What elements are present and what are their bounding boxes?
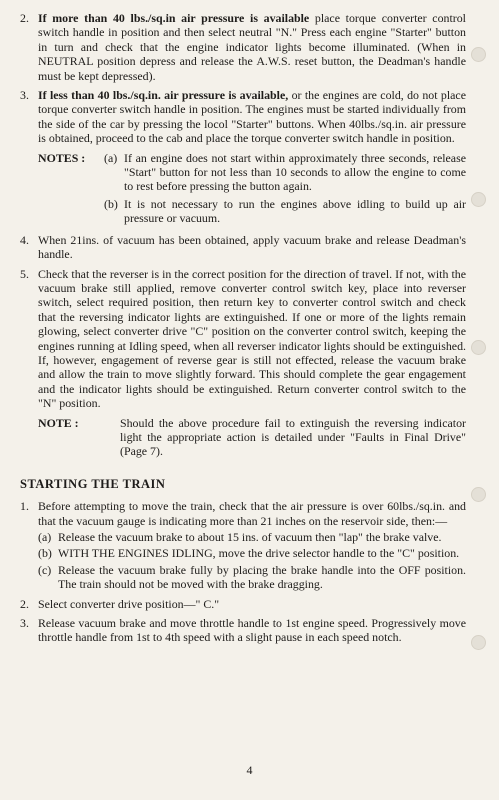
item-bold-lead: If less than 40 lbs./sq.in. air pressure is available, (38, 88, 289, 103)
sub-text: Release the vacuum brake to about 15 ins. of vacuum then "lap" the brake valve. (58, 530, 442, 544)
sub-letter: (b) (38, 546, 52, 561)
note-letter: (a) (104, 150, 118, 165)
binder-hole (471, 487, 486, 502)
notes-label: NOTES : (38, 150, 86, 165)
note-letter: (b) (104, 196, 118, 211)
binder-hole (471, 192, 486, 207)
item-text (38, 11, 466, 83)
list-item (20, 267, 466, 411)
sub-letter: (c) (38, 562, 52, 577)
sub-item (38, 546, 466, 560)
list-item (20, 88, 466, 146)
sub-letter: (a) (38, 530, 52, 544)
note-entry (104, 197, 466, 226)
item-bold-lead: If more than 40 lbs./sq.in air pressure is available (38, 11, 310, 25)
item-text: When 21ins. of vacuum has been obtained, apply vacuum brake and release Deadman's handle. (38, 232, 466, 262)
note-entry (104, 151, 466, 194)
page-content (20, 11, 466, 650)
sub-item (38, 563, 466, 592)
section-title: STARTING THE TRAIN (20, 476, 166, 491)
notes-block (38, 151, 466, 229)
list-item (20, 11, 466, 83)
item-number: 3. (20, 616, 29, 631)
item-text: Release vacuum brake and move throttle handle to 1st engine speed. Progressively move throttle handle from 1st to 4th speed with a slight pause in each speed notch. (38, 616, 466, 645)
sub-item (38, 530, 466, 544)
sub-text: Release the vacuum brake fully by placing the brake handle into the OFF position. The train should not be moved with the brake dragging. (58, 562, 466, 592)
item-number: 1. (20, 499, 29, 514)
page-number: 4 (246, 763, 253, 777)
list-item (20, 597, 466, 611)
item-number: 4. (20, 232, 29, 247)
item-number: 2. (20, 596, 29, 611)
item-text: Select converter drive position—" C." (38, 596, 220, 611)
note-text: It is not necessary to run the engines above idling to build up air pressure or vacuum. (124, 196, 466, 226)
note-label: NOTE : (38, 415, 79, 430)
note-text: Should the above procedure fail to extinguish the reversing indicator light the appropriate action is detailed under "Faults in Final Drive" (Page 7). (120, 415, 466, 459)
item-body: place torque converter control switch handle in position and then select neutral "N." Press each engine "Starter" button in turn and check that the engine indicator lights become illuminated. (When in NEUTRAL position depress and release the A.W.S. reset button, the Deadman's handle must be kept depressed). (38, 11, 466, 83)
item-number: 5. (20, 266, 29, 281)
binder-hole (471, 635, 486, 650)
list-item (20, 616, 466, 645)
note-block (38, 416, 466, 459)
item-body: or the engines are cold, do not place torque converter switch handle in position. The engines must be started individually from the side of the car by pressing the locol "Starter" buttons. When 40lbs./sq.in. air pressure is obtained, proceed to the cab and place the torque converter switch handle in position. (38, 88, 466, 146)
list-item (20, 499, 466, 528)
item-text: Check that the reverser is in the correct position for the direction of travel. If not, with the vacuum brake still applied, remove converter control switch key, place into reverser switch, select required position, then return key to converter control switch and check that the reversing indicator lights are extinguished. If one or more of the lights remain glowing, select converter drive "C" position on the converter control switch, keeping the engines running at Idling speed, when all reverser indicator lights should be extinguished. If, however, engagement of reverse gear is still not effected, release the vacuum brake and allow the train to move slightly forward. This should complete the gear engagement and the indicator lights should be extinguished. Return converter control switch to the "N" position. (38, 266, 466, 411)
sub-text: WITH THE ENGINES IDLING, move the drive selector handle to the "C" position. (58, 546, 460, 561)
binder-hole (471, 47, 486, 62)
item-text: Before attempting to move the train, check that the air pressure is over 60lbs./sq.in. and that the vacuum gauge is indicating more than 21 inches on the reservoir side, then:— (38, 499, 466, 528)
starting-train-list (20, 499, 466, 645)
item-number: 3. (20, 88, 29, 103)
item-number: 2. (20, 11, 29, 25)
binder-hole (471, 340, 486, 355)
note-text: If an engine does not start within approximately three seconds, release "Start" button for not less than 10 seconds to allow the engine to come to rest before pressing the button again. (124, 150, 466, 194)
list-item (20, 233, 466, 262)
notes-list (104, 151, 466, 229)
item-text (38, 88, 466, 146)
